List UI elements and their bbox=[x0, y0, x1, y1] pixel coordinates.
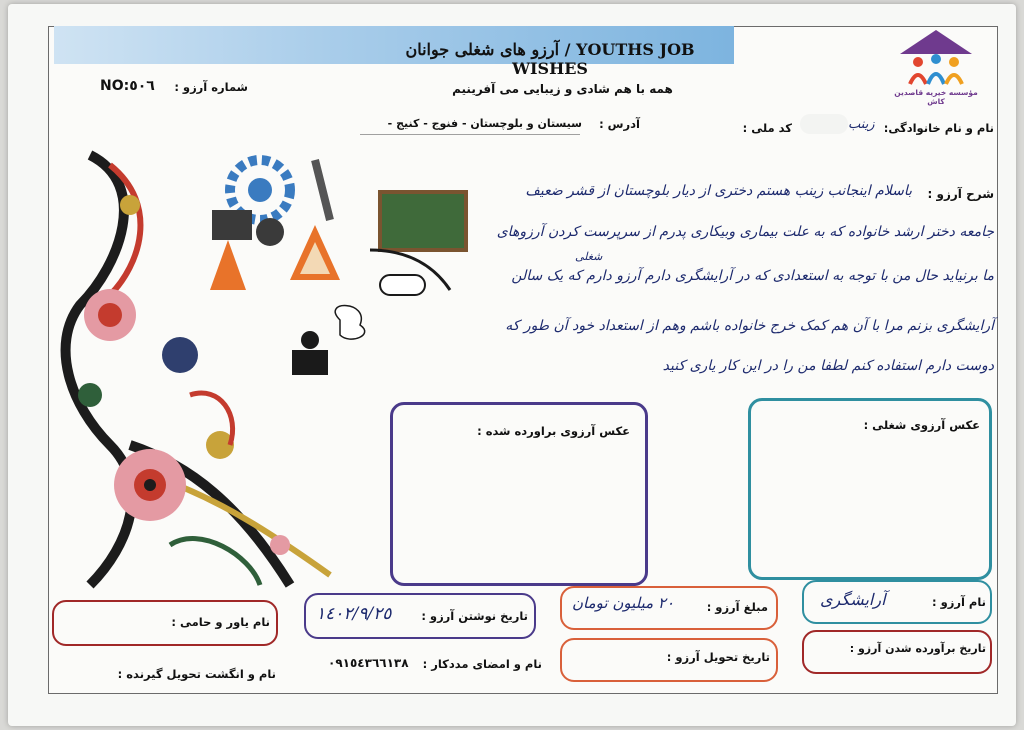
national-code-label: کد ملی : bbox=[742, 121, 792, 135]
identity-underline bbox=[360, 134, 580, 135]
wish-amount-label: مبلغ آرزو : bbox=[706, 600, 768, 614]
org-name: مؤسسه خیریه قاصدین کاش bbox=[894, 88, 978, 106]
wish-number-value: NO:٥٠٦ bbox=[100, 78, 155, 94]
address-value: سیستان و بلوچستان - فنوج - کنیج - bbox=[387, 117, 582, 130]
page-subtitle: همه با هم شادی و زیبایی می آفرینیم bbox=[452, 82, 673, 96]
fulfilled-wish-photo-label: عکس آرزوی براورده شده : bbox=[477, 424, 630, 438]
sponsor-label: نام یاور و حامی : bbox=[171, 615, 270, 629]
org-logo bbox=[888, 30, 984, 106]
delivery-date-label: تاریخ تحویل آرزو : bbox=[666, 650, 770, 664]
name-redaction bbox=[800, 114, 848, 134]
description-line-5: دوست دارم استفاده کنم لطفا من را در این کار یاری کنید bbox=[662, 358, 994, 374]
description-line-4: آرایشگری بزنم مرا با آن هم کمک خرج خانواده باشم وهم از استعداد خود آن طور که bbox=[505, 318, 994, 334]
description-label: شرح آرزو : bbox=[927, 187, 994, 201]
description-line-1: باسلام اینجانب زینب هستم دختری از دیار بلوچستان از قشر ضعیف bbox=[525, 183, 912, 199]
wish-amount-value: ٢٠ میلیون تومان bbox=[572, 594, 675, 612]
helper-phone: ٠٩١٥٤٣٦٦١٣٨ bbox=[328, 656, 409, 670]
national-code-field[interactable] bbox=[650, 116, 730, 136]
description-insert-word: شغلی bbox=[575, 250, 603, 263]
wish-name-label: نام آرزو : bbox=[931, 595, 986, 609]
receiver-label: نام و انگشت تحویل گیرنده : bbox=[117, 667, 276, 681]
writing-date-value: ١٤٠٢/٩/٢٥ bbox=[316, 604, 392, 624]
address-label: آدرس : bbox=[599, 117, 640, 131]
wish-number-label: شماره آرزو : bbox=[174, 80, 248, 94]
description-line-2: جامعه دختر ارشد خانواده که به علت بیماری وبیکاری پدرم از سرپرست کردن آرزوهای bbox=[496, 224, 994, 240]
helper-label: نام و امضای مددکار : bbox=[422, 657, 542, 671]
name-label: نام و نام خانوادگی: bbox=[883, 121, 994, 135]
jobs-illustration bbox=[200, 150, 470, 380]
writing-date-label: تاریخ نوشتن آرزو : bbox=[421, 609, 528, 623]
logo-roof-icon bbox=[900, 30, 972, 54]
wish-name-value: آرایشگری bbox=[820, 590, 886, 609]
fulfilled-date-label: تاریخ برآورده شدن آرزو : bbox=[849, 642, 986, 655]
description-line-3: ما برنیاید حال من با توجه به استعدادی که در آرایشگری دارم آرزو دارم که یک سالن bbox=[511, 268, 994, 284]
name-value[interactable]: زینب bbox=[848, 117, 875, 132]
job-wish-photo-label: عکس آرزوی شغلی : bbox=[863, 418, 980, 432]
page-title: آرزو های شغلی جوانان / YOUTHS JOB WISHES bbox=[405, 40, 695, 78]
